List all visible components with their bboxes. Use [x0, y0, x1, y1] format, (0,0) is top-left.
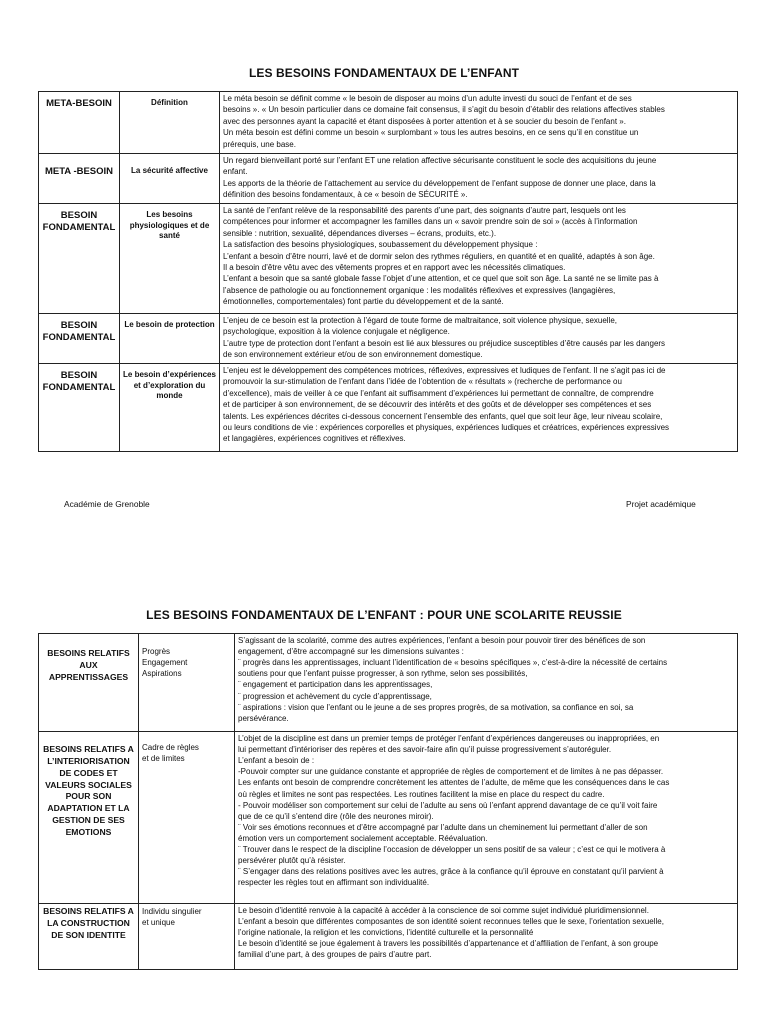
- subtitle-cell: [120, 154, 220, 204]
- description-line: prérequis, une base.: [223, 139, 296, 149]
- description-line: ¨ Trouver dans le respect de la discipline l’occasion de développer un sens positif de sa valeur ; c’est ce qui le motivera à: [238, 845, 666, 855]
- category-label: BESOINS RELATIFS A LA CONSTRUCTION DE SON IDENTITE: [43, 906, 134, 940]
- description-line: Les apports de la théorie de l’attachement au service du développement de l’enfant suppose de donner une place, dans la: [223, 178, 656, 188]
- table-row: [39, 313, 738, 363]
- description-cell: [235, 732, 738, 904]
- description-cell: [220, 363, 738, 451]
- description-line: -Pouvoir compter sur une guidance constante et appropriée de règles de comportement et de limites à ne pas dépasser.: [238, 767, 664, 777]
- description-line: La satisfaction des besoins physiologiques, soubassement du développement physique :: [223, 240, 538, 250]
- description-cell: [220, 154, 738, 204]
- subtitle-cell: [120, 203, 220, 313]
- description-line: - Pouvoir modéliser son comportement sur celui de l’adulte au sens où l’enfant apprend davantage de ce qu’il voit faire: [238, 800, 658, 810]
- category-label: BESOINS RELATIFS AUX APPRENTISSAGES: [47, 648, 130, 682]
- subtitle-label: Définition: [151, 98, 188, 107]
- subtitle-line: et unique: [142, 918, 175, 928]
- description-line: Le besoin d’identité renvoie à la capacité à accéder à la conscience de soi comme sujet individué pluridimensionnel.: [238, 906, 649, 915]
- description-line: avec des personnes ayant la capacité et étant disposées à porter attention et à se soucier du besoin de l’enfant ».: [223, 116, 626, 126]
- category-label: BESOIN FONDAMENTAL: [42, 369, 116, 394]
- description-line: lui permettant d’intérioriser des repères et des savoir-faire afin qu’il puisse progressivement s’autoréguler.: [238, 745, 612, 755]
- category-cell: [39, 363, 120, 451]
- description-line: où règles et limites ne sont pas respectées. Les routines facilitent la mise en place du respect du cadre.: [238, 789, 605, 799]
- subtitle-label: Le besoin d’expériences et d’exploration du monde: [123, 369, 216, 401]
- description-line: définition des besoins fondamentaux, à ce « besoin de SÉCURITÉ ».: [223, 190, 468, 200]
- document-title-1: LES BESOINS FONDAMENTAUX DE L’ENFANT: [248, 66, 520, 80]
- description-line: La santé de l’enfant relève de la responsabilité des parents d’une part, des soignants d’autre part, lesquels ont les: [223, 205, 626, 215]
- subtitle-label: Le besoin de protection: [124, 319, 215, 329]
- subtitle-line: Engagement: [142, 658, 188, 668]
- description-line: L’enfant a besoin d’être nourri, lavé et de dormir selon des rythmes réguliers, en quantité et en qualité, adaptés à son âge.: [223, 251, 655, 261]
- description-line: Le besoin d’identité se joue également à travers les possibilités d’appartenance et d’affiliation de l’enfant, à son groupe: [238, 939, 659, 949]
- subtitle-line: et de limites: [142, 754, 185, 764]
- description-line: soutiens pour que l’enfant puisse progresser, à son rythme, selon ses possibilités,: [238, 669, 528, 679]
- description-line: l’origine nationale, la religion et les convictions, l’identité culturelle et la personnalité: [238, 928, 534, 938]
- description-cell: [220, 203, 738, 313]
- category-label: META -BESOIN: [44, 166, 114, 177]
- description-line: d’excellence), mais de veiller à ce que l’enfant ait suffisamment d’expériences lui permettant de connaître, de comprendre: [223, 388, 654, 398]
- subtitle-cell: [120, 363, 220, 451]
- description-line: de son environnement extérieur et/ou de son environnement domestique.: [223, 350, 483, 360]
- description-line: L’enfant a besoin que sa santé globale fasse l’objet d’une attention, et ce quel que soit son âge. La santé ne se limite pas à: [223, 274, 659, 284]
- description-cell: [235, 904, 738, 970]
- description-cell: [220, 92, 738, 154]
- description-line: ¨ progression et achèvement du cycle d’apprentissage,: [238, 691, 432, 701]
- description-line: L’enfant a besoin de :: [238, 756, 315, 766]
- description-line: que de ce qu’il s’entend dire (rôle des neurones miroir).: [238, 811, 434, 821]
- description-line: ¨ progrès dans les apprentissages, incluant l’identification de « besoins spécifiques », c’est-à-dire la nécessité de certains: [238, 658, 668, 668]
- subtitle-label: Les besoins physiologiques et de santé: [129, 209, 210, 241]
- category-label: BESOINS RELATIFS A L’INTERIORISATION DE CODES ET VALEURS SOCIALES POUR SON ADAPTATION ET LA GESTION DE SES EMOTIONS: [43, 744, 134, 838]
- description-line: respecter les règles tout en affirmant son individualité.: [238, 878, 430, 888]
- description-line: ¨ engagement et participation dans les apprentissages,: [238, 680, 433, 690]
- description-line: l’absence de pathologie ou au fonctionnement organique : les modalités réflexives et expressives (langagières,: [223, 285, 616, 295]
- description-line: familial d’une part, à des groupes de pairs d’autre part.: [238, 950, 432, 960]
- description-line: sensible : nutrition, sexualité, dépendances diverses – écrans, produits, etc.).: [223, 228, 497, 238]
- subtitle-label: La sécurité affective: [131, 166, 208, 175]
- subtitle-line: Cadre de règles: [142, 743, 199, 752]
- subtitle-cell: [139, 904, 235, 970]
- category-cell: [39, 732, 139, 904]
- description-line: talents. Les expériences décrites ci-dessous concernent l’ensemble des enfants, quel que soit leur âge, leur niveau scolaire,: [223, 411, 663, 421]
- category-cell: [39, 92, 120, 154]
- description-line: et de participer à son environnement, de se découvrir des intérêts et des goûts et de développer ses compétences et ses: [223, 400, 652, 410]
- category-label: BESOIN FONDAMENTAL: [42, 209, 116, 234]
- needs-table-2: [38, 633, 738, 970]
- document-title-2: LES BESOINS FONDAMENTAUX DE L’ENFANT : POUR UNE SCOLARITE REUSSIE: [146, 608, 622, 622]
- description-line: L’objet de la discipline est dans un premier temps de protéger l’enfant d’expériences dangereuses ou inappropriées, en: [238, 734, 660, 743]
- description-line: promouvoir la sur-stimulation de l’enfant dans l’idée de l’obtention de « résultats » (recherche de performance ou: [223, 377, 622, 387]
- category-label: BESOIN FONDAMENTAL: [42, 319, 116, 344]
- description-line: psychologique, exposition à la violence conjugale et négligence.: [223, 327, 450, 337]
- description-line: persévérance.: [238, 713, 289, 723]
- description-line: L’autre type de protection dont l’enfant a besoin est lié aux blessures ou préjudice susceptibles d’être causés par les dangers: [223, 338, 666, 348]
- subtitle-line: Individu singulier: [142, 907, 202, 916]
- description-line: ¨ aspirations : vision que l’enfant ou le jeune a de ses propres progrès, de sa motivation, sa confiance en soi, sa: [238, 702, 634, 712]
- description-line: compétences pour informer et accompagner les familles dans un « savoir prendre soin de soi » (accès à l’information: [223, 217, 638, 227]
- description-line: engagement, d’être accompagné sur les dimensions suivantes :: [238, 647, 464, 657]
- category-cell: [39, 313, 120, 363]
- description-line: ¨ Voir ses émotions reconnues et d’être accompagné par l’adulte dans un cheminement lui permettant d’aller de son: [238, 822, 648, 832]
- category-label: META-BESOIN: [46, 98, 112, 109]
- category-cell: [39, 634, 139, 732]
- subtitle-cell: [139, 634, 235, 732]
- table-row: [39, 634, 738, 732]
- description-line: S’agissant de la scolarité, comme des autres expériences, l’enfant a besoin pour pouvoir tirer des bénéfices de son: [238, 636, 646, 645]
- description-line: et langagières, expériences cognitives et réflexives.: [223, 434, 406, 444]
- description-line: ou leurs conditions de vie : expériences corporelles et physiques, expériences ludiques et créatrices, expériences expressives: [223, 422, 670, 432]
- table-row: [39, 363, 738, 451]
- category-cell: [39, 904, 139, 970]
- description-line: L’enjeu est le développement des compétences motrices, réflexives, expressives et ludiques de l’enfant. Il ne s’agit pas ici de: [223, 365, 666, 375]
- category-cell: [39, 154, 120, 204]
- description-line: émotion vers un comportement socialement acceptable. Réévaluation.: [238, 833, 488, 843]
- description-line: Un regard bienveillant porté sur l’enfant ET une relation affective sécurisante constituent le socle des acquisitions du jeune: [223, 156, 657, 165]
- table-row: [39, 92, 738, 154]
- description-line: besoins ». « Un besoin particulier dans ce domaine fait consensus, il s’agit du besoin d’établir des relations affectives stables: [223, 105, 665, 115]
- subtitle-line: Aspirations: [142, 669, 182, 679]
- description-cell: [235, 634, 738, 732]
- subtitle-cell: [120, 92, 220, 154]
- description-line: L’enjeu de ce besoin est la protection à l’égard de toute forme de maltraitance, soit violence physique, sexuelle,: [223, 315, 618, 325]
- description-line: L’enfant a besoin que différentes composantes de son identité soient reconnues telles que le sexe, l’orientation sexuelle,: [238, 917, 664, 927]
- subtitle-cell: [139, 732, 235, 904]
- description-line: Il a besoin d’être vêtu avec des vêtements propres et en rapport avec les nécessités climatiques.: [223, 262, 566, 272]
- description-line: Les enfants ont besoin de comprendre concrètement les attentes de l’adulte, de même que les conséquences dans le cas: [238, 778, 670, 788]
- description-line: ¨ S’engager dans des relations positives avec les autres, grâce à la confiance qu’il éprouve en constatant qu’il parvient à: [238, 867, 664, 877]
- description-line: émotionnelles, comportementales) font partie du développement et de la santé.: [223, 297, 504, 307]
- description-line: Le méta besoin se définit comme « le besoin de disposer au moins d’un adulte investi du souci de l’enfant et de ses: [223, 94, 632, 103]
- footer-academy: Académie de Grenoble: [64, 499, 150, 509]
- table-row: [39, 154, 738, 204]
- description-line: persévérer plutôt qu’à résister.: [238, 856, 346, 866]
- description-line: enfant.: [223, 167, 248, 177]
- subtitle-cell: [120, 313, 220, 363]
- category-cell: [39, 203, 120, 313]
- description-cell: [220, 313, 738, 363]
- table-row: [39, 732, 738, 904]
- needs-table-1: [38, 91, 738, 452]
- table-row: [39, 904, 738, 970]
- description-line: Un méta besoin est défini comme un besoin « surplombant » tous les autres besoins, en ce sens qu’il en constitue un: [223, 128, 639, 138]
- table-row: [39, 203, 738, 313]
- subtitle-line: Progrès: [142, 647, 171, 656]
- footer-project: Projet académique: [626, 499, 696, 509]
